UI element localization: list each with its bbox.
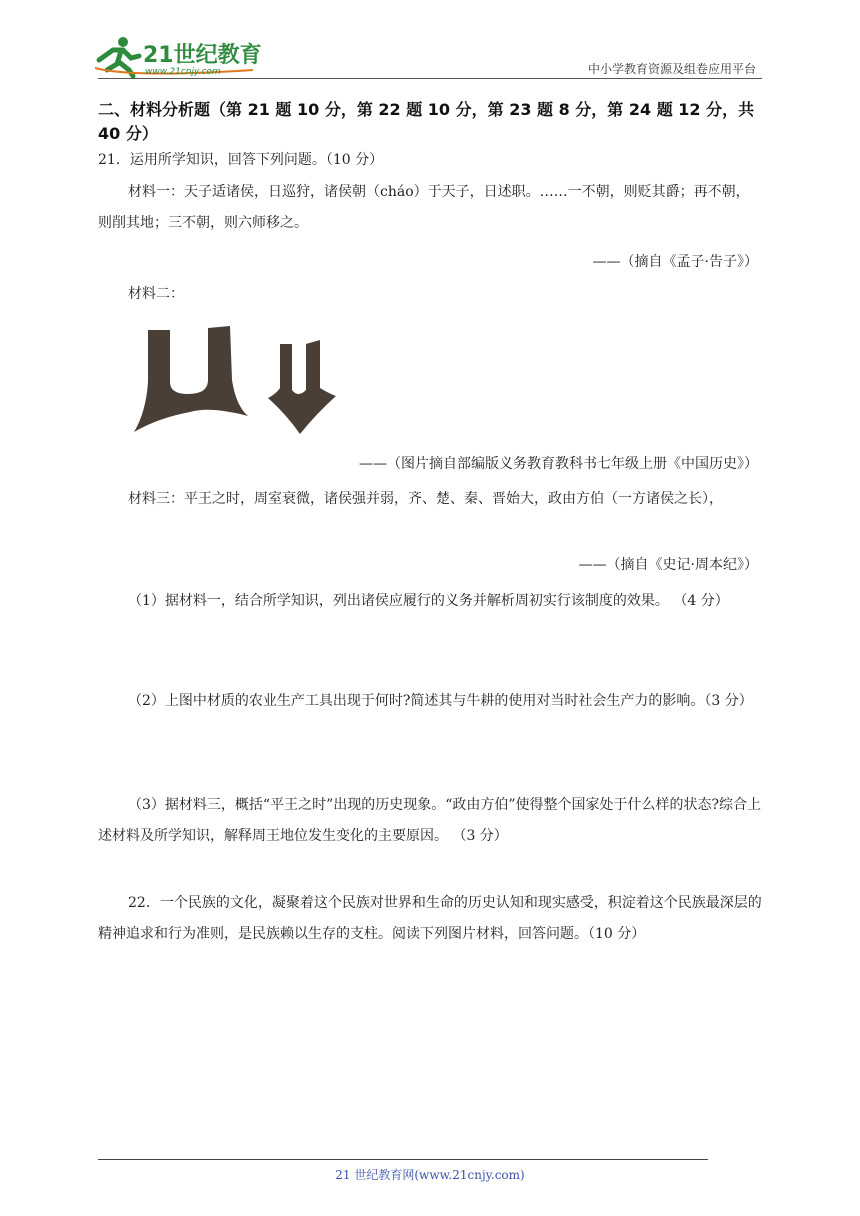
site-logo	[93, 34, 263, 78]
q21-material-2-label: 材料二：	[128, 286, 184, 302]
runner-logo-icon	[93, 34, 263, 78]
logo-url: www.21cnjy.com	[145, 67, 221, 77]
bronze-spade-icon	[130, 322, 380, 442]
q21-material-1: 材料一：天子适诸侯，日巡狩，诸侯朝（cháo）于天子，日述职。……一不朝，则贬其爵；再不朝，则削其地；三不朝，则六师移之。	[98, 184, 750, 231]
footer-text: 21 世纪教育网(www.21cnjy.com)	[335, 1168, 525, 1182]
q21-sub-1: （1）据材料一，结合所学知识，列出诸侯应履行的义务并解析周初实行该制度的效果。 （4 分）	[128, 593, 729, 609]
logo-text: 21世纪教育	[143, 43, 262, 68]
q21-material-2-source: ——（图片摘自部编版义务教育教科书七年级上册《中国历史》）	[359, 456, 758, 472]
footer-divider	[98, 1159, 708, 1160]
q21-material-1-source: ——（摘自《孟子·告子》）	[592, 254, 758, 270]
header-divider	[98, 78, 762, 79]
section-title: 二、材料分析题（第 21 题 10 分，第 22 题 10 分，第 23 题 8 分，第 24 题 12 分，共 40 分）	[98, 100, 755, 143]
header-tagline: 中小学教育资源及组卷应用平台	[587, 62, 756, 76]
q21-stem: 21．运用所学知识，回答下列问题。（10 分）	[98, 152, 384, 168]
q22-stem: 22．一个民族的文化，凝聚着这个民族对世界和生命的历史认知和现实感受，积淀着这个民族最深层的精神追求和行为准则，是民族赖以生存的支柱。阅读下列图片材料，回答问题。（10 分）	[98, 895, 762, 942]
q21-material-3-source: ——（摘自《史记·周本纪》）	[578, 557, 758, 573]
q21-sub-2: （2）上图中材质的农业生产工具出现于何时?简述其与牛耕的使用对当时社会生产力的影响。（3 分）	[128, 693, 753, 709]
bronze-tools-image	[130, 322, 380, 442]
q21-sub-3: （3）据材料三，概括“平王之时”出现的历史现象。“政由方伯”使得整个国家处于什么样的状态?综合上述材料及所学知识，解释周王地位发生变化的主要原因。 （3 分）	[98, 797, 762, 844]
q21-material-3: 材料三：平王之时，周室衰微，诸侯强并弱，齐、楚、秦、晋始大，政由方伯（一方诸侯之长），	[128, 491, 723, 507]
